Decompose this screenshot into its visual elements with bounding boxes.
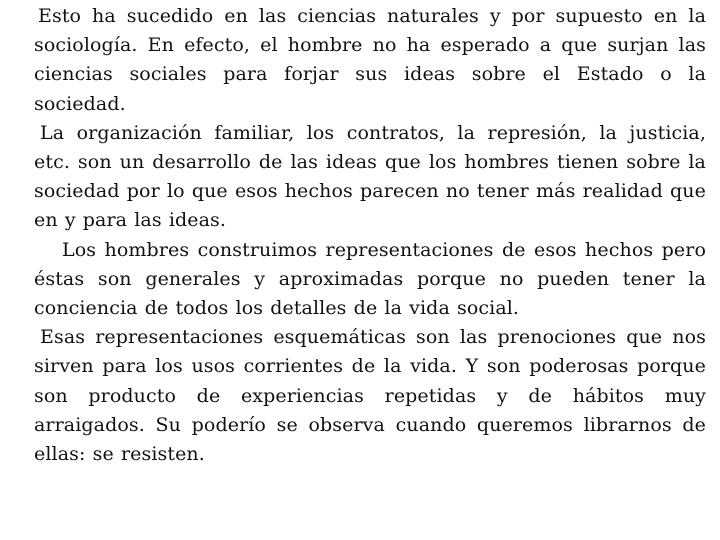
- paragraph-2: La organización familiar, los contratos, la represión, la justicia, etc. son un desarrollo de las ideas que los hombres tienen sobre la sociedad por lo que esos hechos parecen no tener más realidad que en y para las ideas.: [34, 121, 706, 232]
- document-page: [34, 2, 706, 469]
- paragraph-4: Esas representaciones esquemáticas son las prenociones que nos sirven para los usos corrientes de la vida. Y son poderosas porque son producto de experiencias repetidas y de hábitos muy arraigados. Su poderío se observa cuando queremos librarnos de ellas: se resisten.: [34, 326, 706, 466]
- paragraph-3: Los hombres construimos representaciones de esos hechos pero éstas son generales y aproximadas porque no pueden tener la conciencia de todos los detalles de la vida social.: [34, 238, 706, 320]
- paragraph-1: Esto ha sucedido en las ciencias naturales y por supuesto en la sociología. En efecto, el hombre no ha esperado a que surjan las ciencias sociales para forjar sus ideas sobre el Estado o la sociedad.: [34, 5, 706, 115]
